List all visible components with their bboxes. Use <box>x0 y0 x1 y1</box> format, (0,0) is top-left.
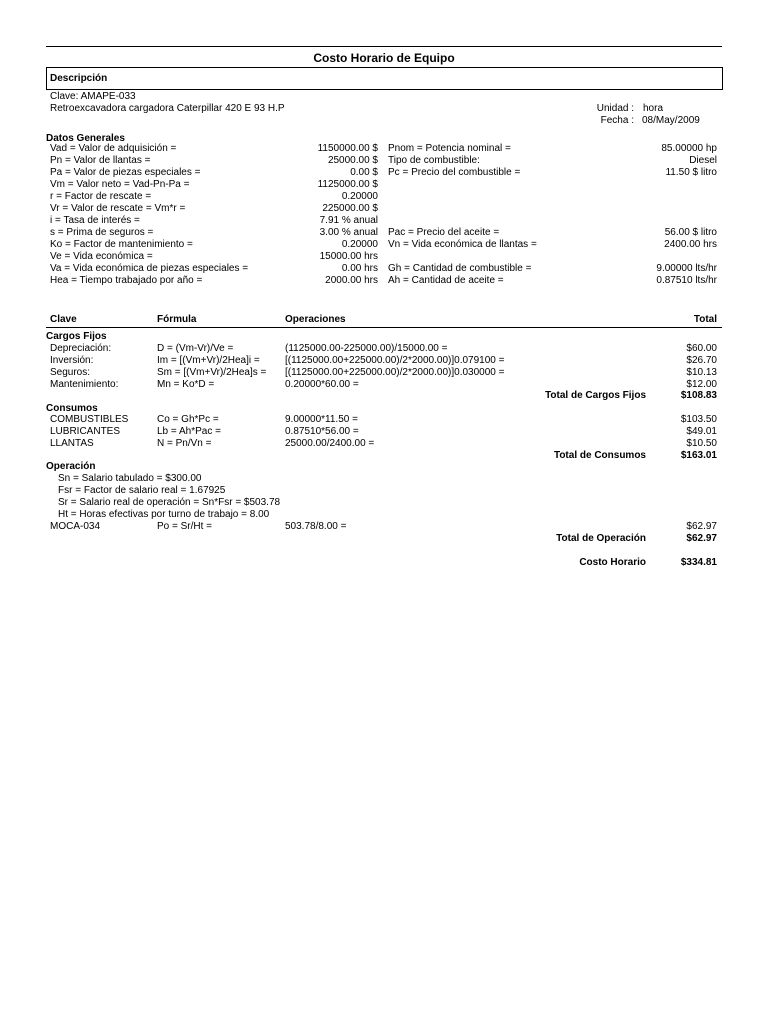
dato-label: Ko = Factor de mantenimiento = <box>50 239 193 250</box>
dato-label: Tipo de combustible: <box>388 155 480 166</box>
top-rule <box>46 46 722 47</box>
consumo-operacion: 9.00000*11.50 = <box>285 414 358 425</box>
consumo-formula: Lb = Ah*Pac = <box>157 426 221 437</box>
operacion-row-formula: Po = Sr/Ht = <box>157 521 213 532</box>
consumo-total: $103.50 <box>680 414 717 425</box>
dato-label: Ah = Cantidad de aceite = <box>388 275 504 286</box>
dato-value: 0.00 hrs <box>341 263 378 274</box>
dato-value: 0.00 $ <box>350 167 378 178</box>
dato-value: 2400.00 hrs <box>664 239 717 250</box>
dato-value: 0.20000 <box>341 239 378 250</box>
dato-label: Pa = Valor de piezas especiales = <box>50 167 201 178</box>
consumo-clave: COMBUSTIBLES <box>50 414 129 425</box>
title-rule <box>46 67 722 68</box>
right-frame <box>722 67 723 90</box>
operacion-title: Operación <box>46 461 96 472</box>
dato-value: 3.00 % anual <box>319 227 378 238</box>
equipo-name: Retroexcavadora cargadora Caterpillar 420 E 93 H.P <box>50 103 285 114</box>
cargo-total: $26.70 <box>686 355 717 366</box>
unidad-label: Unidad : <box>596 103 634 114</box>
cargo-operacion: [(1125000.00+225000.00)/2*2000.00)]0.030000 = <box>285 367 505 378</box>
consumos-title: Consumos <box>46 403 98 414</box>
dato-label: Va = Vida económica de piezas especiales = <box>50 263 249 274</box>
fecha-value: 08/May/2009 <box>642 115 700 126</box>
dato-value: 7.91 % anual <box>319 215 378 226</box>
consumos-total-label: Total de Consumos <box>553 450 646 461</box>
dato-label: s = Prima de seguros = <box>50 227 154 238</box>
left-frame <box>46 67 47 90</box>
operacion-total-label: Total de Operación <box>556 533 646 544</box>
consumo-operacion: 25000.00/2400.00 = <box>285 438 375 449</box>
col-header-formula: Fórmula <box>157 314 197 325</box>
dato-value: 85.00000 hp <box>661 143 717 154</box>
dato-value: 25000.00 $ <box>327 155 378 166</box>
dato-label: Pc = Precio del combustible = <box>388 167 521 178</box>
col-header-total: Total <box>693 314 717 325</box>
dato-label: i = Tasa de interés = <box>50 215 140 226</box>
cargo-total: $12.00 <box>686 379 717 390</box>
unidad-value: hora <box>643 103 664 114</box>
costo-horario-label: Costo Horario <box>579 557 646 568</box>
dato-value: Diesel <box>689 155 717 166</box>
col-header-clave: Clave <box>50 314 77 325</box>
dato-value: 1125000.00 $ <box>317 179 378 190</box>
col-header-operaciones: Operaciones <box>285 314 346 325</box>
cargo-clave: Inversión: <box>50 355 94 366</box>
cargo-formula: Mn = Ko*D = <box>157 379 215 390</box>
consumo-operacion: 0.87510*56.00 = <box>285 426 359 437</box>
descripcion-rule <box>46 89 722 90</box>
clave-line: Clave: AMAPE-033 <box>50 91 136 102</box>
fecha-label: Fecha : <box>600 115 634 126</box>
consumos-total-value: $163.01 <box>680 450 717 461</box>
dato-label: r = Factor de rescate = <box>50 191 152 202</box>
cargos-total-label: Total de Cargos Fijos <box>545 390 646 401</box>
operacion-line: Sn = Salario tabulado = $300.00 <box>58 473 202 484</box>
operacion-total-value: $62.97 <box>686 533 717 544</box>
consumo-total: $10.50 <box>686 438 717 449</box>
operacion-row-total: $62.97 <box>686 521 717 532</box>
dato-label: Vn = Vida económica de llantas = <box>388 239 537 250</box>
cargos-total-value: $108.83 <box>680 390 717 401</box>
dato-value: 9.00000 lts/hr <box>656 263 717 274</box>
header-rule <box>46 327 722 328</box>
page-title: Costo Horario de Equipo <box>313 51 455 65</box>
cargo-operacion: [(1125000.00+225000.00)/2*2000.00)]0.079100 = <box>285 355 505 366</box>
dato-label: Vm = Valor neto = Vad-Pn-Pa = <box>50 179 190 190</box>
dato-value: 1150000.00 $ <box>317 143 378 154</box>
dato-label: Vad = Valor de adquisición = <box>50 143 177 154</box>
dato-value: 56.00 $ litro <box>664 227 717 238</box>
operacion-line: Ht = Horas efectivas por turno de trabajo = 8.00 <box>58 509 270 520</box>
dato-label: Pn = Valor de llantas = <box>50 155 151 166</box>
dato-value: 2000.00 hrs <box>325 275 378 286</box>
cargo-total: $10.13 <box>686 367 717 378</box>
operacion-row-clave: MOCA-034 <box>50 521 101 532</box>
cargo-clave: Mantenimiento: <box>50 379 119 390</box>
dato-label: Pnom = Potencia nominal = <box>388 143 511 154</box>
dato-label: Vr = Valor de rescate = Vm*r = <box>50 203 186 214</box>
dato-value: 225000.00 $ <box>322 203 378 214</box>
operacion-row-op: 503.78/8.00 = <box>285 521 347 532</box>
dato-value: 11.50 $ litro <box>665 167 717 178</box>
cargo-operacion: (1125000.00-225000.00)/15000.00 = <box>285 343 448 354</box>
descripcion-label: Descripción <box>50 73 108 84</box>
consumo-clave: LUBRICANTES <box>50 426 121 437</box>
dato-label: Hea = Tiempo trabajado por año = <box>50 275 203 286</box>
datos-generales-title: Datos Generales <box>46 133 125 144</box>
consumo-formula: Co = Gh*Pc = <box>157 414 219 425</box>
costo-horario-value: $334.81 <box>680 557 717 568</box>
dato-value: 0.87510 lts/hr <box>656 275 717 286</box>
cargo-clave: Seguros: <box>50 367 91 378</box>
dato-label: Ve = Vida económica = <box>50 251 153 262</box>
consumo-clave: LLANTAS <box>50 438 94 449</box>
consumo-total: $49.01 <box>686 426 717 437</box>
cargo-total: $60.00 <box>686 343 717 354</box>
cargo-formula: Im = [(Vm+Vr)/2Hea]i = <box>157 355 260 366</box>
cargos-fijos-title: Cargos Fijos <box>46 331 107 342</box>
dato-label: Gh = Cantidad de combustible = <box>388 263 532 274</box>
cargo-operacion: 0.20000*60.00 = <box>285 379 359 390</box>
operacion-line: Fsr = Factor de salario real = 1.67925 <box>58 485 226 496</box>
dato-value: 15000.00 hrs <box>319 251 378 262</box>
consumo-formula: N = Pn/Vn = <box>157 438 212 449</box>
dato-label: Pac = Precio del aceite = <box>388 227 500 238</box>
cargo-formula: D = (Vm-Vr)/Ve = <box>157 343 234 354</box>
cargo-clave: Depreciación: <box>50 343 112 354</box>
dato-value: 0.20000 <box>341 191 378 202</box>
operacion-line: Sr = Salario real de operación = Sn*Fsr = $503.78 <box>58 497 281 508</box>
cargo-formula: Sm = [(Vm+Vr)/2Hea]s = <box>157 367 267 378</box>
